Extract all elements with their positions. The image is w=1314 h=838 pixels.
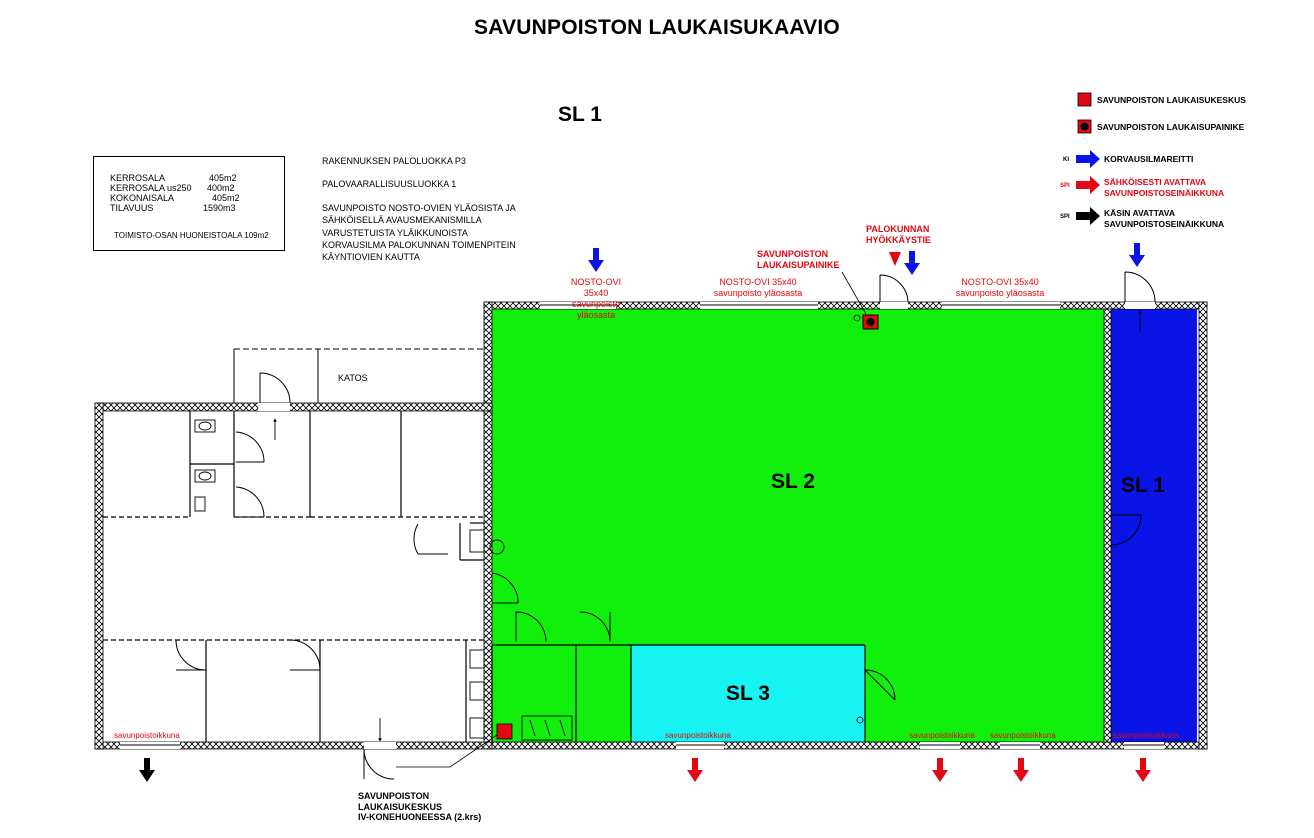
info-label: KERROSALA us250 [110,183,192,193]
page-title: SAVUNPOISTON LAUKAISUKAAVIO [474,16,840,39]
lift-door-note: savunpoisto yläosasta [571,299,621,320]
info-label: TILAVUUS [110,203,154,213]
hazard-class-note [322,178,456,190]
make-up-air-arrows [588,243,1145,275]
lift-door-label-1 [558,277,634,321]
office-area-note: TOIMISTO-OSAN HUONEISTOALA 109m2 [114,231,269,240]
manual-window-arrow [139,758,155,782]
control-center-location-note [358,791,481,823]
area-info-box [93,156,285,251]
description-line: KÄYNTIOVIEN KAUTTA [322,252,420,263]
smoke-window-label: savunpoistoikkuna [909,731,975,740]
lift-door-note: savunpoisto yläosasta [955,288,1045,298]
legend-line: SÄHKÖISESTI AVATTAVA [1104,177,1207,187]
zone-label-sl1-top: SL 1 [558,103,602,126]
legend-manual-tag: SPI [1060,214,1070,220]
fire-attack-line: HYÖKKÄYSTIE [866,235,932,245]
legend-air-tag: KI [1063,157,1069,163]
lift-door-size: NOSTO-OVI 35x40 [570,277,622,298]
trigger-button-plan-label [757,249,839,271]
fire-class: RAKENNUKSEN PALOLUOKKA P3 [322,156,466,166]
description-line: KORVAUSILMA PALOKUNNAN TOIMENPITEIN [322,239,516,250]
zone-label-sl3: SL 3 [726,682,770,705]
legend-make-up-air-label: KORVAUSILMAREITTI [1104,154,1194,164]
legend-electric-tag: SPI [1060,183,1070,189]
lift-door-size: NOSTO-OVI 35x40 [961,277,1039,287]
legend-line: SAVUNPOISTOSEINÄIKKUNA [1104,188,1225,198]
canopy-label: KATOS [338,373,368,383]
smoke-window-label: savunpoistoikkuna [990,731,1056,740]
info-label: KOKONAISALA [110,193,175,203]
zone-label-sl2: SL 2 [771,470,815,493]
info-label: KERROSALA [110,173,166,183]
smoke-window-label: savunpoistoikkuna [114,731,180,740]
smoke-window-label: savunpoistoikkuna [1113,731,1179,740]
control-center-note-line: LAUKAISUKESKUS [358,801,443,812]
description-line: SAVUNPOISTO NOSTO-OVIEN YLÄOSISTA JA [322,203,516,213]
fire-class-note [322,155,466,167]
info-value: 405m2 [212,193,240,203]
zone-label-sl1-right: SL 1 [1121,474,1165,497]
fire-attack-line: PALOKUNNAN [866,224,930,234]
legend-trigger-button-label: SAVUNPOISTON LAUKAISUPAINIKE [1097,122,1245,132]
zone-sl1-fill [1111,309,1197,742]
trigger-label-line: LAUKAISUPAINIKE [757,260,840,270]
control-center-symbol [497,724,512,739]
fire-attack-marker [889,252,901,266]
description-line: SÄHKÖISELLÄ AVAUSMEKANISMILLA [322,215,482,226]
legend-electric-window-label [1104,177,1224,199]
lift-door-label-2 [708,277,808,299]
legend-line: SAVUNPOISTOSEINÄIKKUNA [1104,219,1225,229]
legend-manual-window-label [1104,208,1224,230]
info-value: 400m2 [207,183,235,193]
info-value: 1590m3 [203,203,236,213]
smoke-window-label: savunpoistoikkuna [665,731,731,740]
control-center-note-line: SAVUNPOISTON [358,791,430,801]
lift-door-label-3 [950,277,1050,299]
info-value: 405m2 [209,173,237,183]
legend-line: KÄSIN AVATTAVA [1104,208,1175,218]
description-line: VARUSTETUISTA YLÄIKKUNOISTA [322,227,468,238]
fire-attack-route-label [866,224,931,246]
lift-door-note: savunpoisto yläosasta [713,288,803,298]
control-center-note-line: IV-KONEHUONEESSA (2.krs) [358,812,482,822]
hazard-class: PALOVAARALLISUUSLUOKKA 1 [322,179,457,189]
smoke-exhaust-description [322,202,516,263]
trigger-label-line: SAVUNPOISTON [757,249,829,259]
lift-door-size: NOSTO-OVI 35x40 [719,277,797,287]
electric-window-arrows [687,758,1151,782]
legend-symbols [1076,93,1100,225]
legend-control-center-label: SAVUNPOISTON LAUKAISUKESKUS [1097,95,1246,105]
